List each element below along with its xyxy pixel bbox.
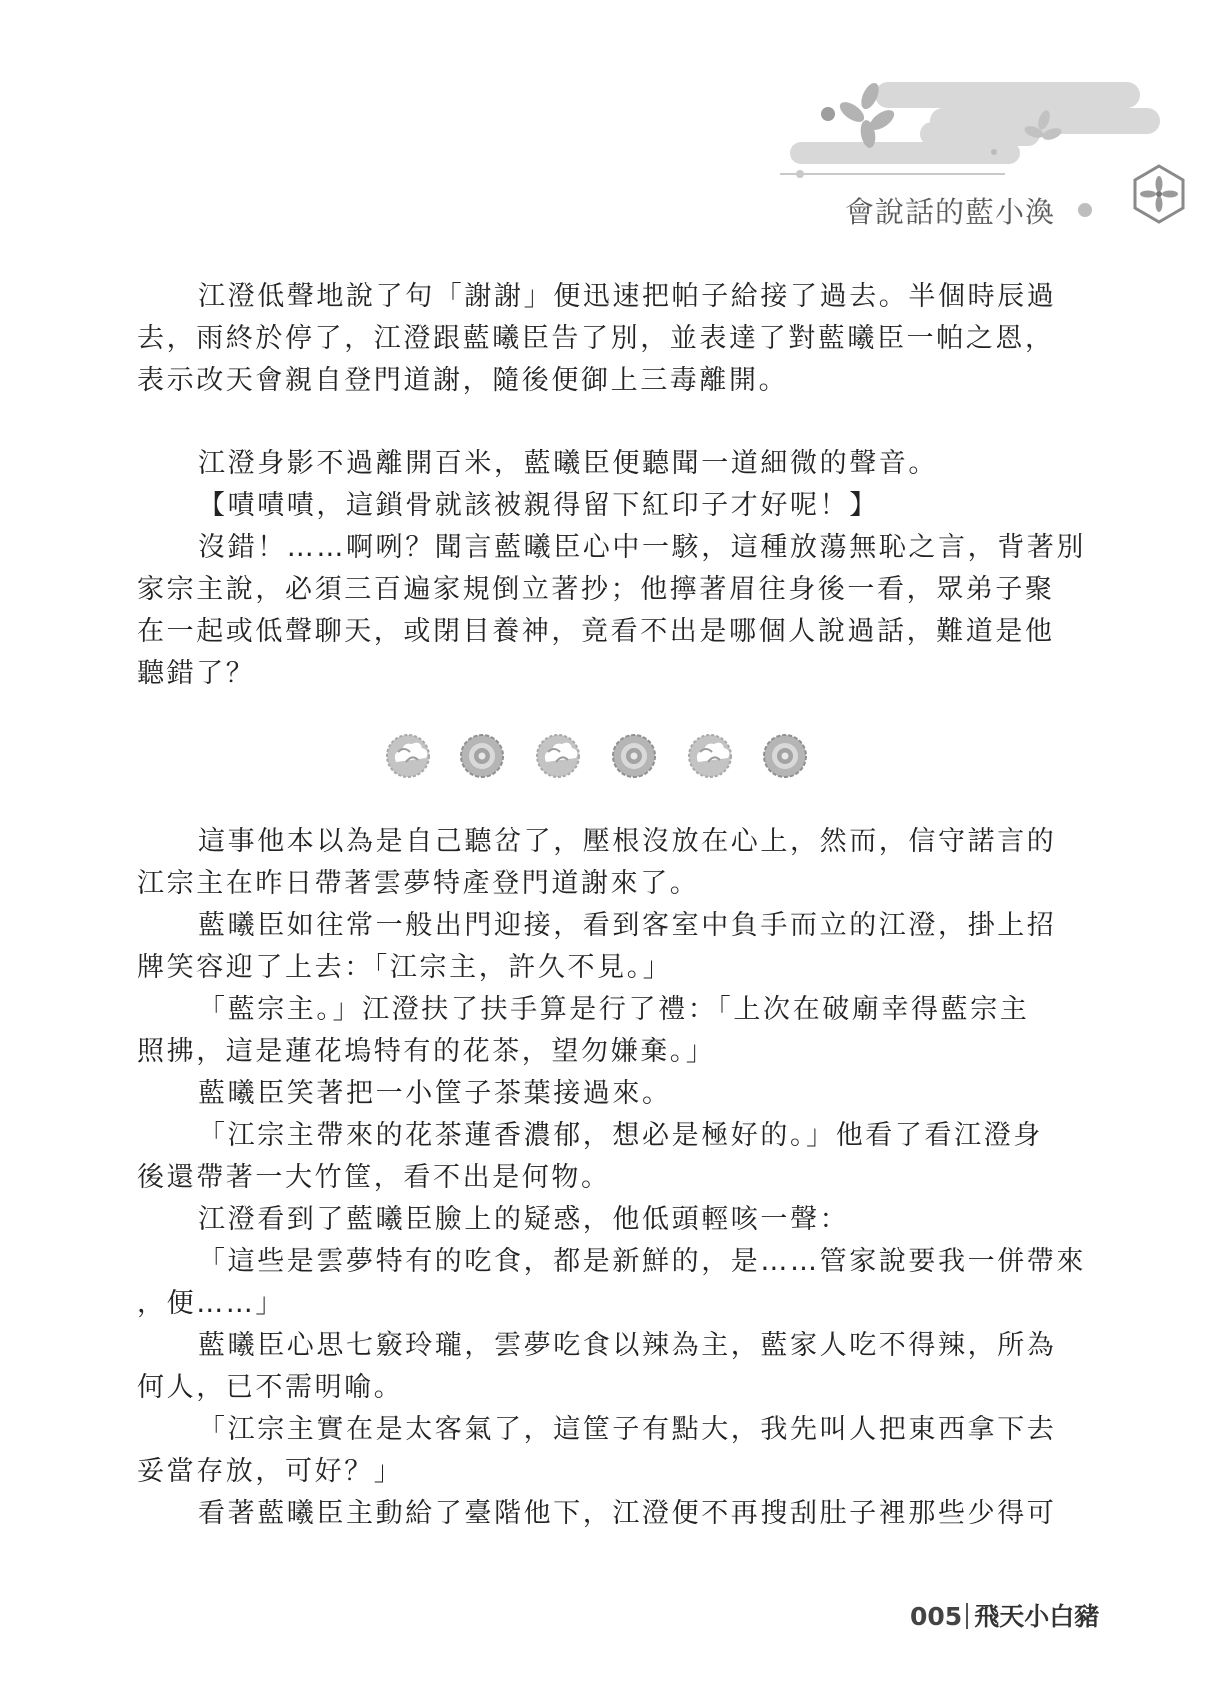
text-line: 後還帶著一大竹筐，看不出是何物。 bbox=[137, 1162, 611, 1193]
text-line: ，便……」 bbox=[137, 1288, 285, 1319]
text-line: 牌笑容迎了上去：「江宗主，許久不見。」 bbox=[137, 952, 673, 983]
text-line: 【嘖嘖嘖，這鎖骨就該被親得留下紅印子才好呢！】 bbox=[198, 490, 879, 521]
page-footer bbox=[910, 1597, 1110, 1637]
text-line: 「這些是雲夢特有的吃食，都是新鮮的，是……管家說要我一併帶來 bbox=[198, 1246, 1086, 1277]
text-line: 照拂，這是蓮花塢特有的花茶，望勿嫌棄。」 bbox=[137, 1036, 716, 1067]
text-line: 表示改天會親自登門道謝，隨後便御上三毒離開。 bbox=[137, 365, 789, 396]
author-name: 飛天小白豬 bbox=[974, 1602, 1100, 1631]
paragraph-group-2 bbox=[137, 443, 1097, 695]
text-line: 這事他本以為是自己聽岔了，壓根沒放在心上，然而，信守諾言的 bbox=[198, 826, 1057, 857]
text-line: 聽錯了？ bbox=[137, 658, 256, 689]
paragraph-group-3 bbox=[137, 821, 1097, 1535]
text-line: 江澄身影不過離開百米，藍曦臣便聽聞一道細微的聲音。 bbox=[198, 448, 938, 479]
text-line: 藍曦臣如往常一般出門迎接，看到客室中負手而立的江澄，掛上招 bbox=[198, 910, 1057, 941]
text-line: 「江宗主帶來的花茶蓮香濃郁，想必是極好的。」他看了看江澄身 bbox=[198, 1120, 1043, 1151]
text-line: 去，雨終於停了，江澄跟藍曦臣告了別，並表達了對藍曦臣一帕之恩， bbox=[137, 323, 1055, 354]
text-line: 家宗主說，必須三百遍家規倒立著抄；他擰著眉往身後一看，眾弟子聚 bbox=[137, 574, 1055, 605]
text-line: 妥當存放，可好？」 bbox=[137, 1456, 404, 1487]
running-title: 會說話的藍小渙 bbox=[845, 195, 1056, 229]
text-line: 沒錯！……啊咧？聞言藍曦臣心中一駭，這種放蕩無恥之言，背著別 bbox=[198, 532, 1086, 563]
text-line: 「江宗主實在是太客氣了，這筐子有點大，我先叫人把東西拿下去 bbox=[198, 1414, 1057, 1445]
text-line: 藍曦臣笑著把一小筐子茶葉接過來。 bbox=[198, 1078, 672, 1109]
text-line: 在一起或低聲聊天，或閉目養神，竟看不出是哪個人說過話，難道是他 bbox=[137, 616, 1055, 647]
text-line: 何人，已不需明喻。 bbox=[137, 1372, 404, 1403]
footer-divider bbox=[966, 1603, 968, 1629]
text-line: 藍曦臣心思七竅玲瓏，雲夢吃食以辣為主，藍家人吃不得辣，所為 bbox=[198, 1330, 1057, 1361]
page-number: 005 bbox=[910, 1602, 963, 1631]
paragraph-group-1 bbox=[137, 276, 1097, 402]
text-line: 「藍宗主。」江澄扶了扶手算是行了禮：「上次在破廟幸得藍宗主 bbox=[198, 994, 1030, 1025]
text-line: 看著藍曦臣主動給了臺階他下，江澄便不再搜刮肚子裡那些少得可 bbox=[198, 1498, 1057, 1529]
cloud-and-flower-divider-icon bbox=[380, 728, 840, 784]
text-line: 江澄低聲地說了句「謝謝」便迅速把帕子給接了過去。半個時辰過 bbox=[198, 281, 1057, 312]
text-line: 江澄看到了藍曦臣臉上的疑惑，他低頭輕咳一聲： bbox=[198, 1204, 850, 1235]
text-line: 江宗主在昨日帶著雲夢特產登門道謝來了。 bbox=[137, 868, 700, 899]
